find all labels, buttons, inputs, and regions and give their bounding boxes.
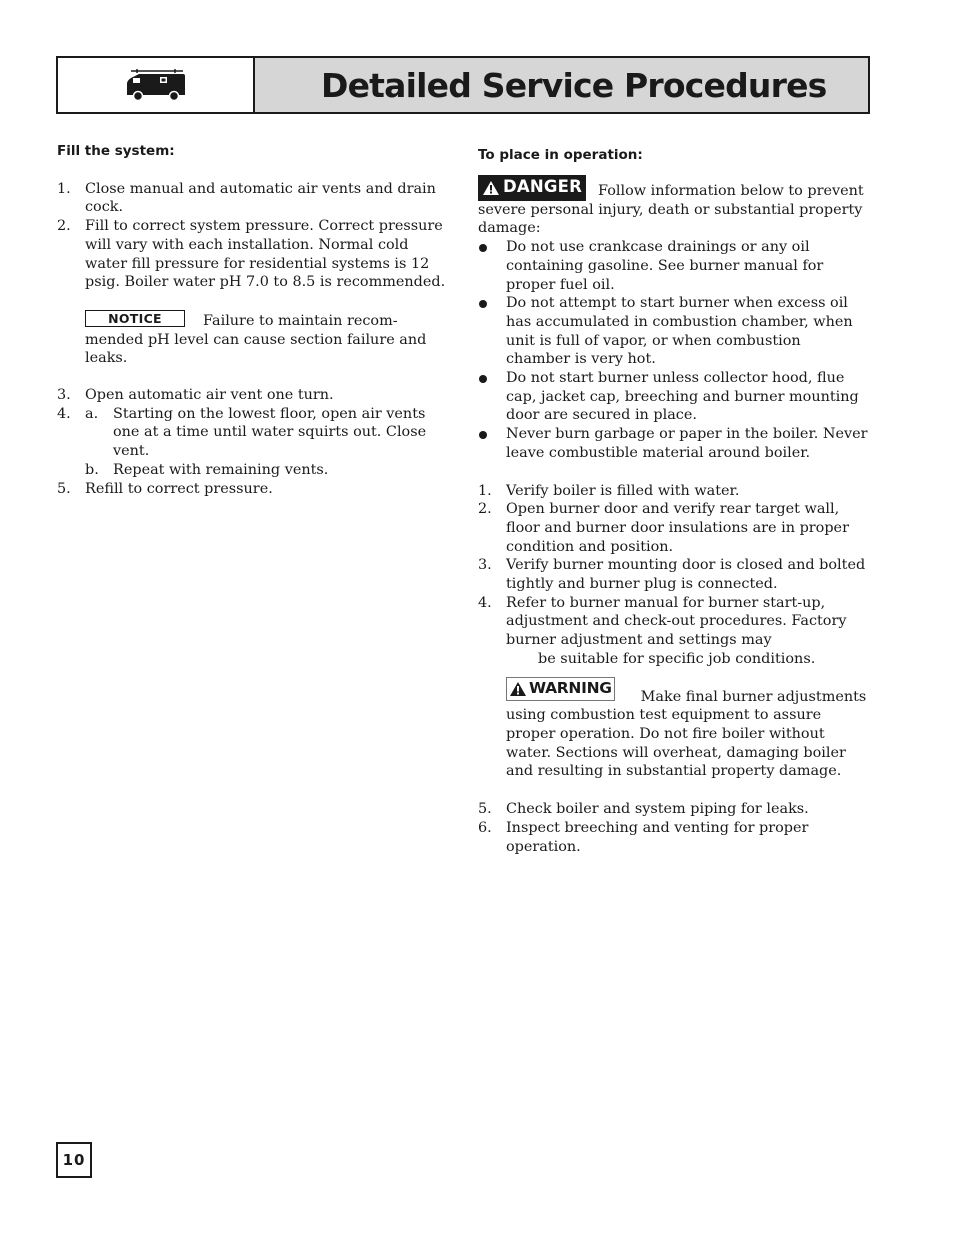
step-text: Verify boiler is filled with water. [506, 482, 740, 499]
left-step-5 [57, 480, 447, 499]
left-column [57, 142, 447, 498]
left-step-2 [57, 217, 447, 292]
left-step-1 [57, 180, 447, 217]
substep-text: Starting on the lowest floor, open air vents one at a time until water squirts out. Close vent. [113, 405, 427, 460]
left-step-4b [85, 461, 447, 480]
danger-block [478, 175, 868, 238]
danger-badge [478, 175, 586, 201]
left-step-4a [85, 405, 447, 461]
page-header [56, 56, 870, 114]
step-text: Inspect breeching and venting for proper operation. [506, 819, 809, 855]
step-number: 6. [478, 819, 492, 836]
danger-text: Follow information below to prevent severe personal injury, death or substantial property damage: [478, 182, 864, 237]
service-van-icon [125, 68, 187, 102]
right-step-4 [478, 594, 868, 669]
bullet-dot [479, 375, 487, 383]
warning-triangle-icon [509, 681, 527, 697]
bullet-text: Do not start burner unless collector hood, flue cap, jacket cap, breeching and burner mounting door are secured in place. [506, 370, 859, 424]
step-number: 2. [478, 501, 492, 518]
warning-triangle-icon [482, 180, 500, 196]
step-text: Refer to burner manual for burner start-up, adjustment and check-out procedures. Factory burner adjustment and settings may [506, 594, 847, 649]
right-column [478, 146, 868, 856]
step-number: 5. [57, 480, 71, 497]
step-text: Close manual and automatic air vents and drain cock. [85, 180, 436, 216]
page-title: Detailed Service Procedures [321, 65, 827, 105]
page-number: 10 [56, 1142, 92, 1178]
step-number: 3. [57, 387, 71, 404]
header-title-box [255, 58, 868, 112]
step-text: Open automatic air vent one turn. [85, 387, 334, 404]
bullet-text: Never burn garbage or paper in the boiler. Never leave combustible material around boiler. [506, 426, 868, 461]
danger-bullet-4 [478, 425, 868, 462]
step-number: 4. [478, 594, 492, 611]
step-text: Fill to correct system pressure. Correct pressure will vary with each installation. Normal cold water fill pressure for residential systems is 12 psig. Boiler water pH 7.0 to 8.5 is recommended. [85, 218, 446, 291]
step-number: 1. [478, 482, 492, 499]
step-number: 5. [478, 801, 492, 818]
right-step-2 [478, 500, 868, 556]
danger-bullet-1 [478, 238, 868, 294]
bullet-dot [479, 300, 487, 308]
danger-label: DANGER [503, 177, 582, 197]
step-number: 2. [57, 218, 71, 235]
substep-letter: a. [85, 405, 99, 422]
warning-label: WARNING [529, 679, 612, 698]
left-step-4 [57, 405, 447, 480]
bullet-text: Do not use crankcase drainings or any oil containing gasoline. See burner manual for proper fuel oil. [506, 239, 824, 293]
header-icon-box [58, 58, 255, 112]
step-text: Verify burner mounting door is closed and bolted tightly and burner plug is connected. [506, 557, 866, 593]
right-step-3 [478, 556, 868, 593]
step-text: Check boiler and system piping for leaks. [506, 801, 809, 818]
right-step-6 [478, 819, 868, 856]
step-text-continued: be suitable for specific job conditions. [538, 650, 816, 667]
step-text: Refill to correct pressure. [85, 480, 273, 497]
step-number: 1. [57, 180, 71, 197]
warning-text: Make final burner adjustments using combustion test equipment to assure proper operation. Do not fire boiler without water. Sections will overheat, damaging boiler and resulting in substantial property damage. [506, 688, 867, 780]
notice-block [57, 310, 447, 368]
step-text: Open burner door and verify rear target wall, floor and burner door insulations are in proper condition and position. [506, 501, 849, 555]
right-step-1 [478, 482, 868, 501]
step-number: 4. [57, 405, 71, 422]
danger-bullet-2 [478, 294, 868, 369]
notice-badge: NOTICE [85, 310, 185, 327]
right-step-5 [478, 800, 868, 819]
operation-heading: To place in operation: [478, 147, 643, 163]
bullet-dot [479, 431, 487, 439]
fill-system-heading: Fill the system: [57, 143, 175, 159]
step-number: 3. [478, 557, 492, 574]
left-step-3 [57, 386, 447, 405]
substep-text: Repeat with remaining vents. [113, 461, 329, 478]
bullet-dot [479, 244, 487, 252]
warning-block [478, 677, 868, 782]
danger-bullet-3 [478, 369, 868, 425]
warning-badge [506, 677, 615, 701]
substep-letter: b. [85, 461, 99, 478]
bullet-text: Do not attempt to start burner when excess oil has accumulated in combustion chamber, when unit is full of vapor, or when combustion chamber is very hot. [506, 295, 853, 368]
notice-text: Failure to maintain recommended pH level can cause section failure and leaks. [85, 312, 427, 367]
